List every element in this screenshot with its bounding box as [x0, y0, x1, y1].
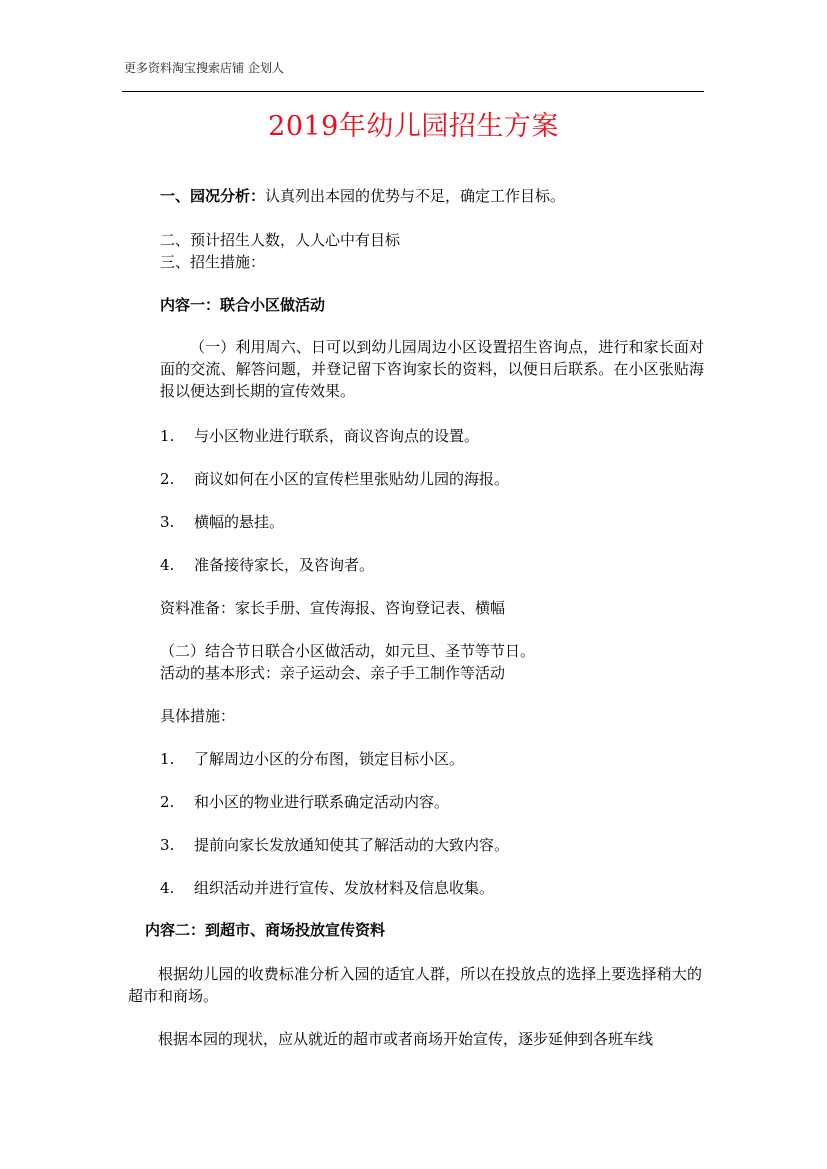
section-1-label: 一、园况分析：: [160, 187, 266, 205]
list-item-number: 2.: [160, 470, 175, 488]
content-2-paragraph-2: 根据本园的现状，应从就近的超市或者商场开始宣传，逐步延伸到各班车线: [158, 1030, 654, 1048]
list-item-number: 3.: [160, 836, 175, 854]
list-item: [160, 791, 449, 813]
section-1-text: 认真列出本园的优势与不足，确定工作目标。: [265, 187, 566, 205]
list-item-number: 3.: [160, 513, 175, 531]
materials-line: 资料准备：家长手册、宣传海报、咨询登记表、横幅: [160, 599, 506, 617]
content-1-paragraph-2: （二）结合节日联合小区做活动，如元旦、圣节等节日。: [160, 642, 536, 660]
list-item-text: 了解周边小区的分布图，锁定目标小区。: [194, 750, 465, 768]
document-title: 2019年幼儿园招生方案: [268, 111, 559, 142]
list-item-text: 商议如何在小区的宣传栏里张贴幼儿园的海报。: [194, 470, 510, 488]
list-item-number: 4.: [160, 879, 175, 897]
list-item: [160, 877, 494, 899]
list-item-text: 横幅的悬挂。: [194, 513, 285, 531]
section-1: [160, 185, 565, 207]
header-divider: [122, 91, 704, 92]
list-item-text: 准备接待家长，及咨询者。: [194, 556, 375, 574]
section-2: 二、预计招生人数，人人心中有目标: [160, 231, 401, 249]
content-1-heading: 内容一：联合小区做活动: [160, 296, 326, 314]
section-3: 三、招生措施：: [160, 253, 266, 271]
list-item: [160, 748, 464, 770]
list-item: [160, 554, 374, 576]
list-item: [160, 834, 509, 856]
list-item-text: 与小区物业进行联系，商议咨询点的设置。: [194, 427, 480, 445]
list-item: [160, 511, 284, 533]
list-item-number: 1.: [160, 427, 175, 445]
content-2-paragraph-1: 根据幼儿园的收费标准分析入园的适宜人群，所以在投放点的选择上要选择稍大的超市和商场。: [128, 965, 702, 1005]
content-2-heading: 内容二：到超市、商场投放宣传资料: [145, 921, 386, 939]
list-item: [160, 425, 479, 447]
page-header-text: 更多资料淘宝搜索店铺 企划人: [124, 61, 284, 75]
list-item-text: 组织活动并进行宣传、发放材料及信息收集。: [194, 879, 495, 897]
measures-label: 具体措施：: [160, 707, 236, 725]
list-item-number: 1.: [160, 750, 175, 768]
content-1-paragraph-1: （一）利用周六、日可以到幼儿园周边小区设置招生咨询点，进行和家长面对面的交流、解答问题，并登记留下咨询家长的资料，以便日后联系。在小区张贴海报以便达到长期的宣传效果。: [160, 338, 704, 400]
list-item-number: 2.: [160, 793, 175, 811]
list-item-text: 提前向家长发放通知使其了解活动的大致内容。: [194, 836, 510, 854]
list-item-number: 4.: [160, 556, 175, 574]
activity-form-line: 活动的基本形式：亲子运动会、亲子手工制作等活动: [160, 664, 506, 682]
list-item-text: 和小区的物业进行联系确定活动内容。: [194, 793, 450, 811]
list-item: [160, 468, 509, 490]
